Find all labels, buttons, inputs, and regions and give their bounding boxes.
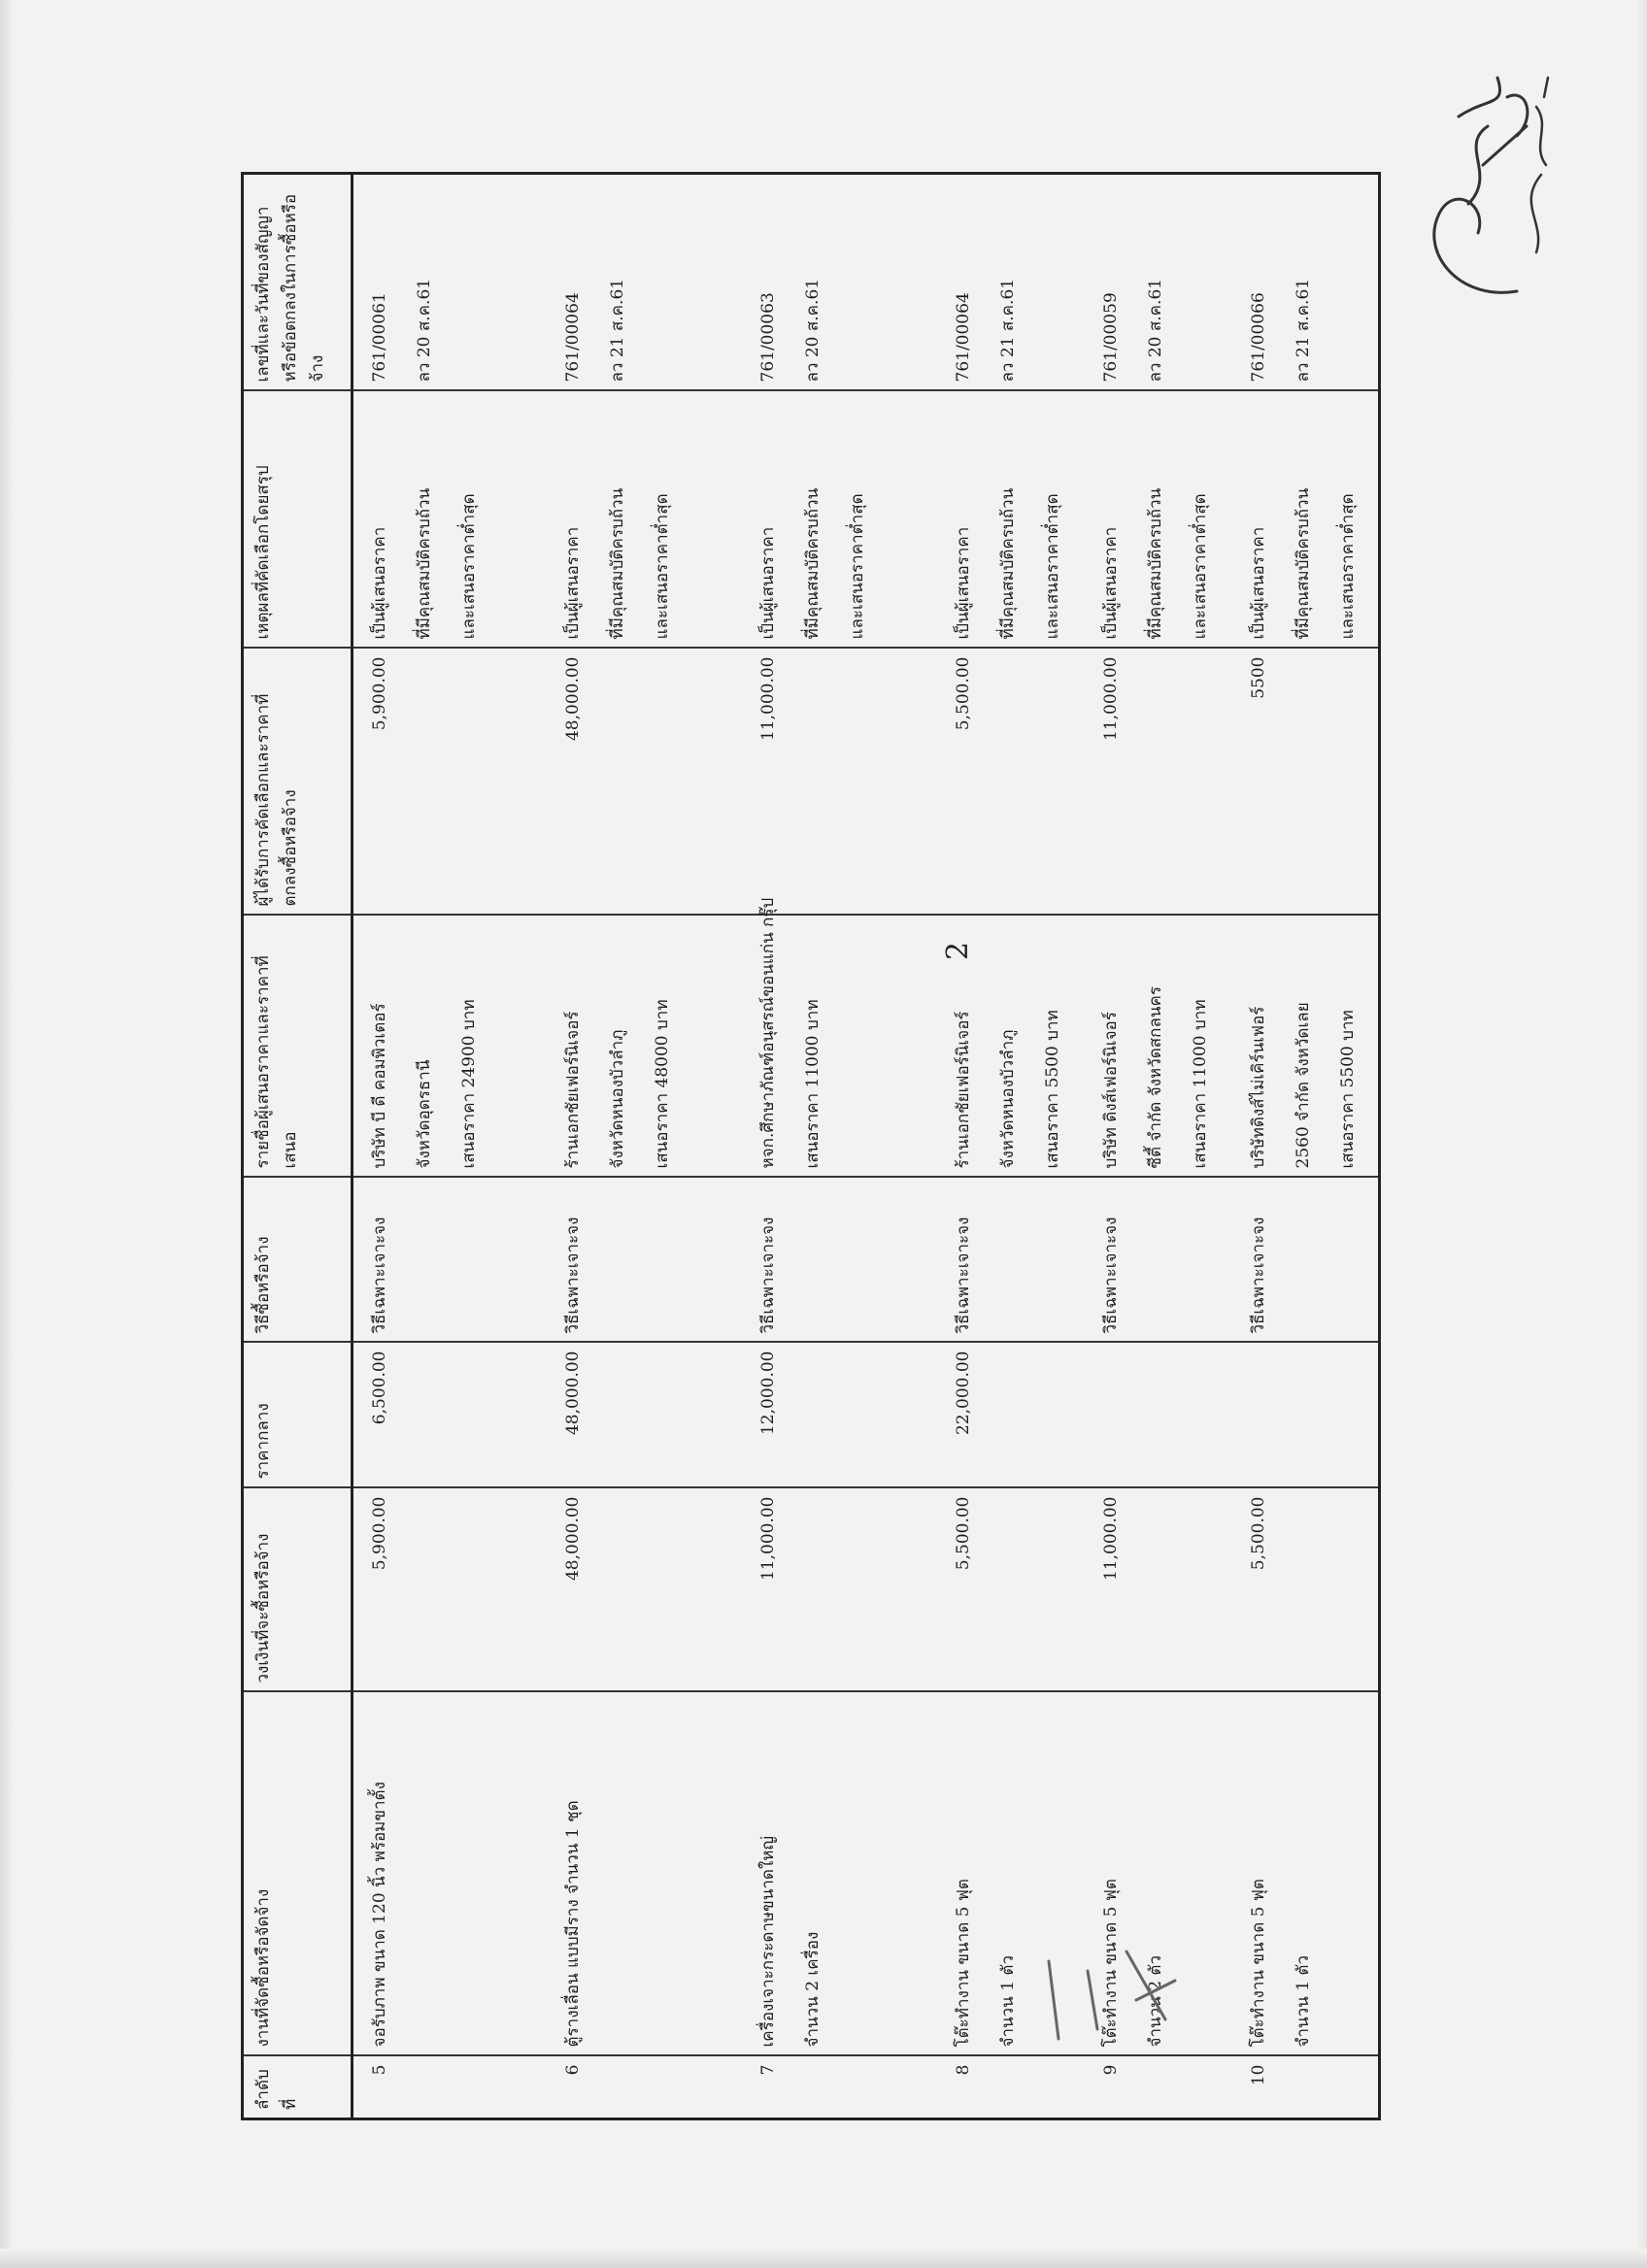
reason-cell [1232, 391, 1380, 649]
budget-cell: 11,000.00 [1085, 1488, 1232, 1692]
bidders-cell-line: 2560 จำกัด จังหวัดเลย [1293, 1002, 1313, 1169]
header-item: งานที่จัดซื้อหรือจัดจ้าง [243, 1692, 353, 2056]
reason-cell-line: และเสนอราคาต่ำสุด [459, 493, 479, 640]
reason-cell-line: และเสนอราคาต่ำสุด [1191, 493, 1211, 640]
item-cell [353, 1692, 548, 2056]
contract-cell [353, 174, 548, 391]
scan-edge-right [1637, 0, 1647, 2268]
contract-cell [1232, 174, 1380, 391]
contract-cell-line: 761/00064 [563, 292, 584, 383]
bidders-cell-line: จังหวัดอุดรธานี [415, 1059, 434, 1169]
handwritten-signature [1400, 58, 1556, 311]
row-number: 5 [353, 2056, 548, 2119]
reason-cell-line: และเสนอราคาต่ำสุด [1337, 493, 1358, 640]
table-row [742, 174, 937, 2119]
reason-cell [353, 391, 548, 649]
budget-cell: 48,000.00 [547, 1488, 742, 1692]
reason-cell-line: และเสนอราคาต่ำสุด [653, 493, 673, 640]
budget-cell: 11,000.00 [742, 1488, 937, 1692]
reason-cell-line: และเสนอราคาต่ำสุด [848, 493, 868, 640]
item-cell-line: ตู้รางเลื่อน แบบมีราง จำนวน 1 ชุด [563, 1800, 584, 2048]
reason-cell [742, 391, 937, 649]
contract-cell [1085, 174, 1232, 391]
reason-cell [937, 391, 1085, 649]
bidders-cell [937, 916, 1085, 1178]
bidders-cell [1085, 916, 1232, 1178]
row-number: 8 [937, 2056, 1085, 2119]
selected-price-cell: 5,500.00 [937, 649, 1085, 916]
scan-edge-bottom [0, 2249, 1647, 2268]
budget-cell: 5,500.00 [937, 1488, 1085, 1692]
contract-cell-line: ลว 20 ส.ค.61 [415, 278, 434, 383]
median-price-cell: 48,000.00 [547, 1343, 742, 1488]
page-number: 2 [941, 941, 976, 961]
procurement-table [241, 172, 1381, 2120]
selected-price-cell: 48,000.00 [547, 649, 742, 916]
reason-cell-line: เป็นผู้เสนอราคา [1101, 526, 1122, 640]
contract-cell-line: ลว 20 ส.ค.61 [803, 278, 824, 383]
method-cell: วิธีเฉพาะเจาะจง [547, 1178, 742, 1343]
reason-cell-line: เป็นผู้เสนอราคา [758, 526, 779, 640]
rotated-document [241, 175, 1381, 2120]
contract-cell-line: 761/00066 [1248, 292, 1268, 383]
item-cell-line: จอรับภาพ ขนาด 120 นิ้ว พร้อมขาตั้ง [370, 1782, 389, 2048]
header-bidders: รายชื่อผู้เสนอราคาและราคาที่เสนอ [243, 916, 353, 1178]
item-cell-line: จำนวน 2 ตัว [1146, 1954, 1166, 2048]
reason-cell-line: และเสนอราคาต่ำสุด [1043, 493, 1063, 640]
bidders-cell-line: เสนอราคา 5500 บาท [1337, 1010, 1358, 1169]
header-median-price: ราคากลาง [243, 1343, 353, 1488]
median-price-cell: 6,500.00 [353, 1343, 548, 1488]
item-cell-line: เครื่องเจาะกระดาษขนาดใหญ่ [758, 1836, 779, 2048]
median-price-cell: 12,000.00 [742, 1343, 937, 1488]
selected-price-cell: 5,900.00 [353, 649, 548, 916]
item-cell-line: โต๊ะทำงาน ขนาด 5 ฟุต [1248, 1879, 1268, 2048]
bidders-cell-line: เสนอราคา 24900 บาท [459, 999, 479, 1169]
contract-cell-line: ลว 21 ส.ค.61 [608, 278, 628, 383]
contract-cell-line: ลว 21 ส.ค.61 [998, 278, 1019, 383]
table-row [353, 174, 548, 2119]
table-row [547, 174, 742, 2119]
contract-cell-line: 761/00064 [954, 292, 974, 383]
item-cell-line: โต๊ะทำงาน ขนาด 5 ฟุต [954, 1879, 974, 2048]
median-price-cell [1232, 1343, 1380, 1488]
median-price-cell [1085, 1343, 1232, 1488]
bidders-cell-line: บริษัท ดิงส์เฟอร์นิเจอร์ [1101, 1012, 1122, 1169]
header-budget: วงเงินที่จะซื้อหรือจ้าง [243, 1488, 353, 1692]
reason-cell [547, 391, 742, 649]
bidders-cell [1232, 916, 1380, 1178]
reason-cell-line: เป็นผู้เสนอราคา [954, 526, 974, 640]
reason-cell-line: ที่มีคุณสมบัติครบถ้วน [608, 487, 628, 640]
contract-cell-line: ลว 20 ส.ค.61 [1146, 278, 1166, 383]
method-cell: วิธีเฉพาะเจาะจง [937, 1178, 1085, 1343]
contract-cell-line: 761/00059 [1101, 292, 1122, 383]
contract-cell-line: 761/00063 [758, 292, 779, 383]
scan-edge-left [0, 0, 14, 2268]
contract-cell-line: 761/00061 [370, 292, 389, 383]
bidders-cell-line: เสนอราคา 5500 บาท [1043, 1010, 1063, 1169]
table-row [1232, 174, 1380, 2119]
contract-cell [547, 174, 742, 391]
bidders-cell-line: ร้านเอกชัยเฟอร์นิเจอร์ [563, 1011, 584, 1169]
bidders-cell [547, 916, 742, 1178]
reason-cell-line: เป็นผู้เสนอราคา [1248, 526, 1268, 640]
method-cell: วิธีเฉพาะเจาะจง [1232, 1178, 1380, 1343]
method-cell: วิธีเฉพาะเจาะจง [742, 1178, 937, 1343]
reason-cell-line: ที่มีคุณสมบัติครบถ้วน [1146, 487, 1166, 640]
item-cell [742, 1692, 937, 2056]
bidders-cell [742, 897, 937, 1178]
contract-cell [937, 174, 1085, 391]
table-header-row [243, 174, 353, 2119]
header-method: วิธีซื้อหรือจ้าง [243, 1178, 353, 1343]
bidders-cell-line: เสนอราคา 48000 บาท [653, 999, 673, 1169]
reason-cell-line: ที่มีคุณสมบัติครบถ้วน [998, 487, 1019, 640]
header-contract: เลขที่และวันที่ของสัญญาหรือข้อตกลงในการซื้อหรือจ้าง [243, 174, 353, 391]
bidders-cell [353, 916, 548, 1178]
row-number: 6 [547, 2056, 742, 2119]
item-cell [547, 1692, 742, 2056]
budget-cell: 5,500.00 [1232, 1488, 1380, 1692]
table-body [353, 174, 1380, 2119]
method-cell: วิธีเฉพาะเจาะจง [353, 1178, 548, 1343]
bidders-cell-line: ร้านเอกชัยเฟอร์นิเจอร์ [954, 1011, 974, 1169]
table-row [1085, 174, 1232, 2119]
method-cell: วิธีเฉพาะเจาะจง [1085, 1178, 1232, 1343]
header-selected: ผู้ได้รับการคัดเลือกและราคาที่ตกลงซื้อหรือจ้าง [243, 649, 353, 916]
row-number: 7 [742, 2056, 937, 2119]
row-number: 9 [1085, 2056, 1232, 2119]
budget-cell: 5,900.00 [353, 1488, 548, 1692]
table-row [937, 174, 1085, 2119]
item-cell-line: จำนวน 1 ตัว [1293, 1954, 1313, 2048]
bidders-cell-line: จังหวัดหนองบัวลำภู [608, 1029, 628, 1169]
reason-cell-line: ที่มีคุณสมบัติครบถ้วน [415, 487, 434, 640]
selected-price-cell: 11,000.00 [1085, 649, 1232, 916]
item-cell-line: จำนวน 2 เครื่อง [803, 1931, 824, 2048]
selected-price-cell: 5500 [1232, 649, 1380, 916]
bidders-cell-line: จังหวัดหนองบัวลำภู [998, 1029, 1019, 1169]
reason-cell-line: เป็นผู้เสนอราคา [563, 526, 584, 640]
contract-cell [742, 174, 937, 391]
reason-cell [1085, 391, 1232, 649]
reason-cell-line: ที่มีคุณสมบัติครบถ้วน [803, 487, 824, 640]
scanner-mark [1029, 1942, 1224, 2049]
item-cell [1232, 1692, 1380, 2056]
bidders-cell-line: บริษัท บี ดี คอมพิวเตอร์ [370, 1003, 389, 1169]
bidders-cell-line: บริษัทดิงส์ไม่เคิร์นเฟอร์ [1248, 1006, 1268, 1169]
contract-cell-line: ลว 21 ส.ค.61 [1293, 278, 1313, 383]
item-cell-line: จำนวน 1 ตัว [998, 1954, 1019, 2048]
reason-cell-line: ที่มีคุณสมบัติครบถ้วน [1293, 487, 1313, 640]
header-no: ลำดับที่ [243, 2056, 353, 2119]
selected-price-cell: 11,000.00 [742, 649, 937, 916]
bidders-cell-line: เสนอราคา 11000 บาท [803, 999, 824, 1169]
bidders-cell-line: หจก.ศึกษาภัณฑ์อนุสรณ์ขอนแก่น กรุ๊ป [758, 897, 779, 1169]
bidders-cell-line: ซีตี้ จำกัด จังหวัดสกลนคร [1146, 986, 1166, 1169]
median-price-cell: 22,000.00 [937, 1343, 1085, 1488]
row-number: 10 [1232, 2056, 1380, 2119]
item-cell-line: โต๊ะทำงาน ขนาด 5 ฟุต [1101, 1879, 1122, 2048]
bidders-cell-line: เสนอราคา 11000 บาท [1191, 999, 1211, 1169]
header-reason: เหตุผลที่คัดเลือกโดยสรุป [243, 391, 353, 649]
reason-cell-line: เป็นผู้เสนอราคา [370, 526, 389, 640]
